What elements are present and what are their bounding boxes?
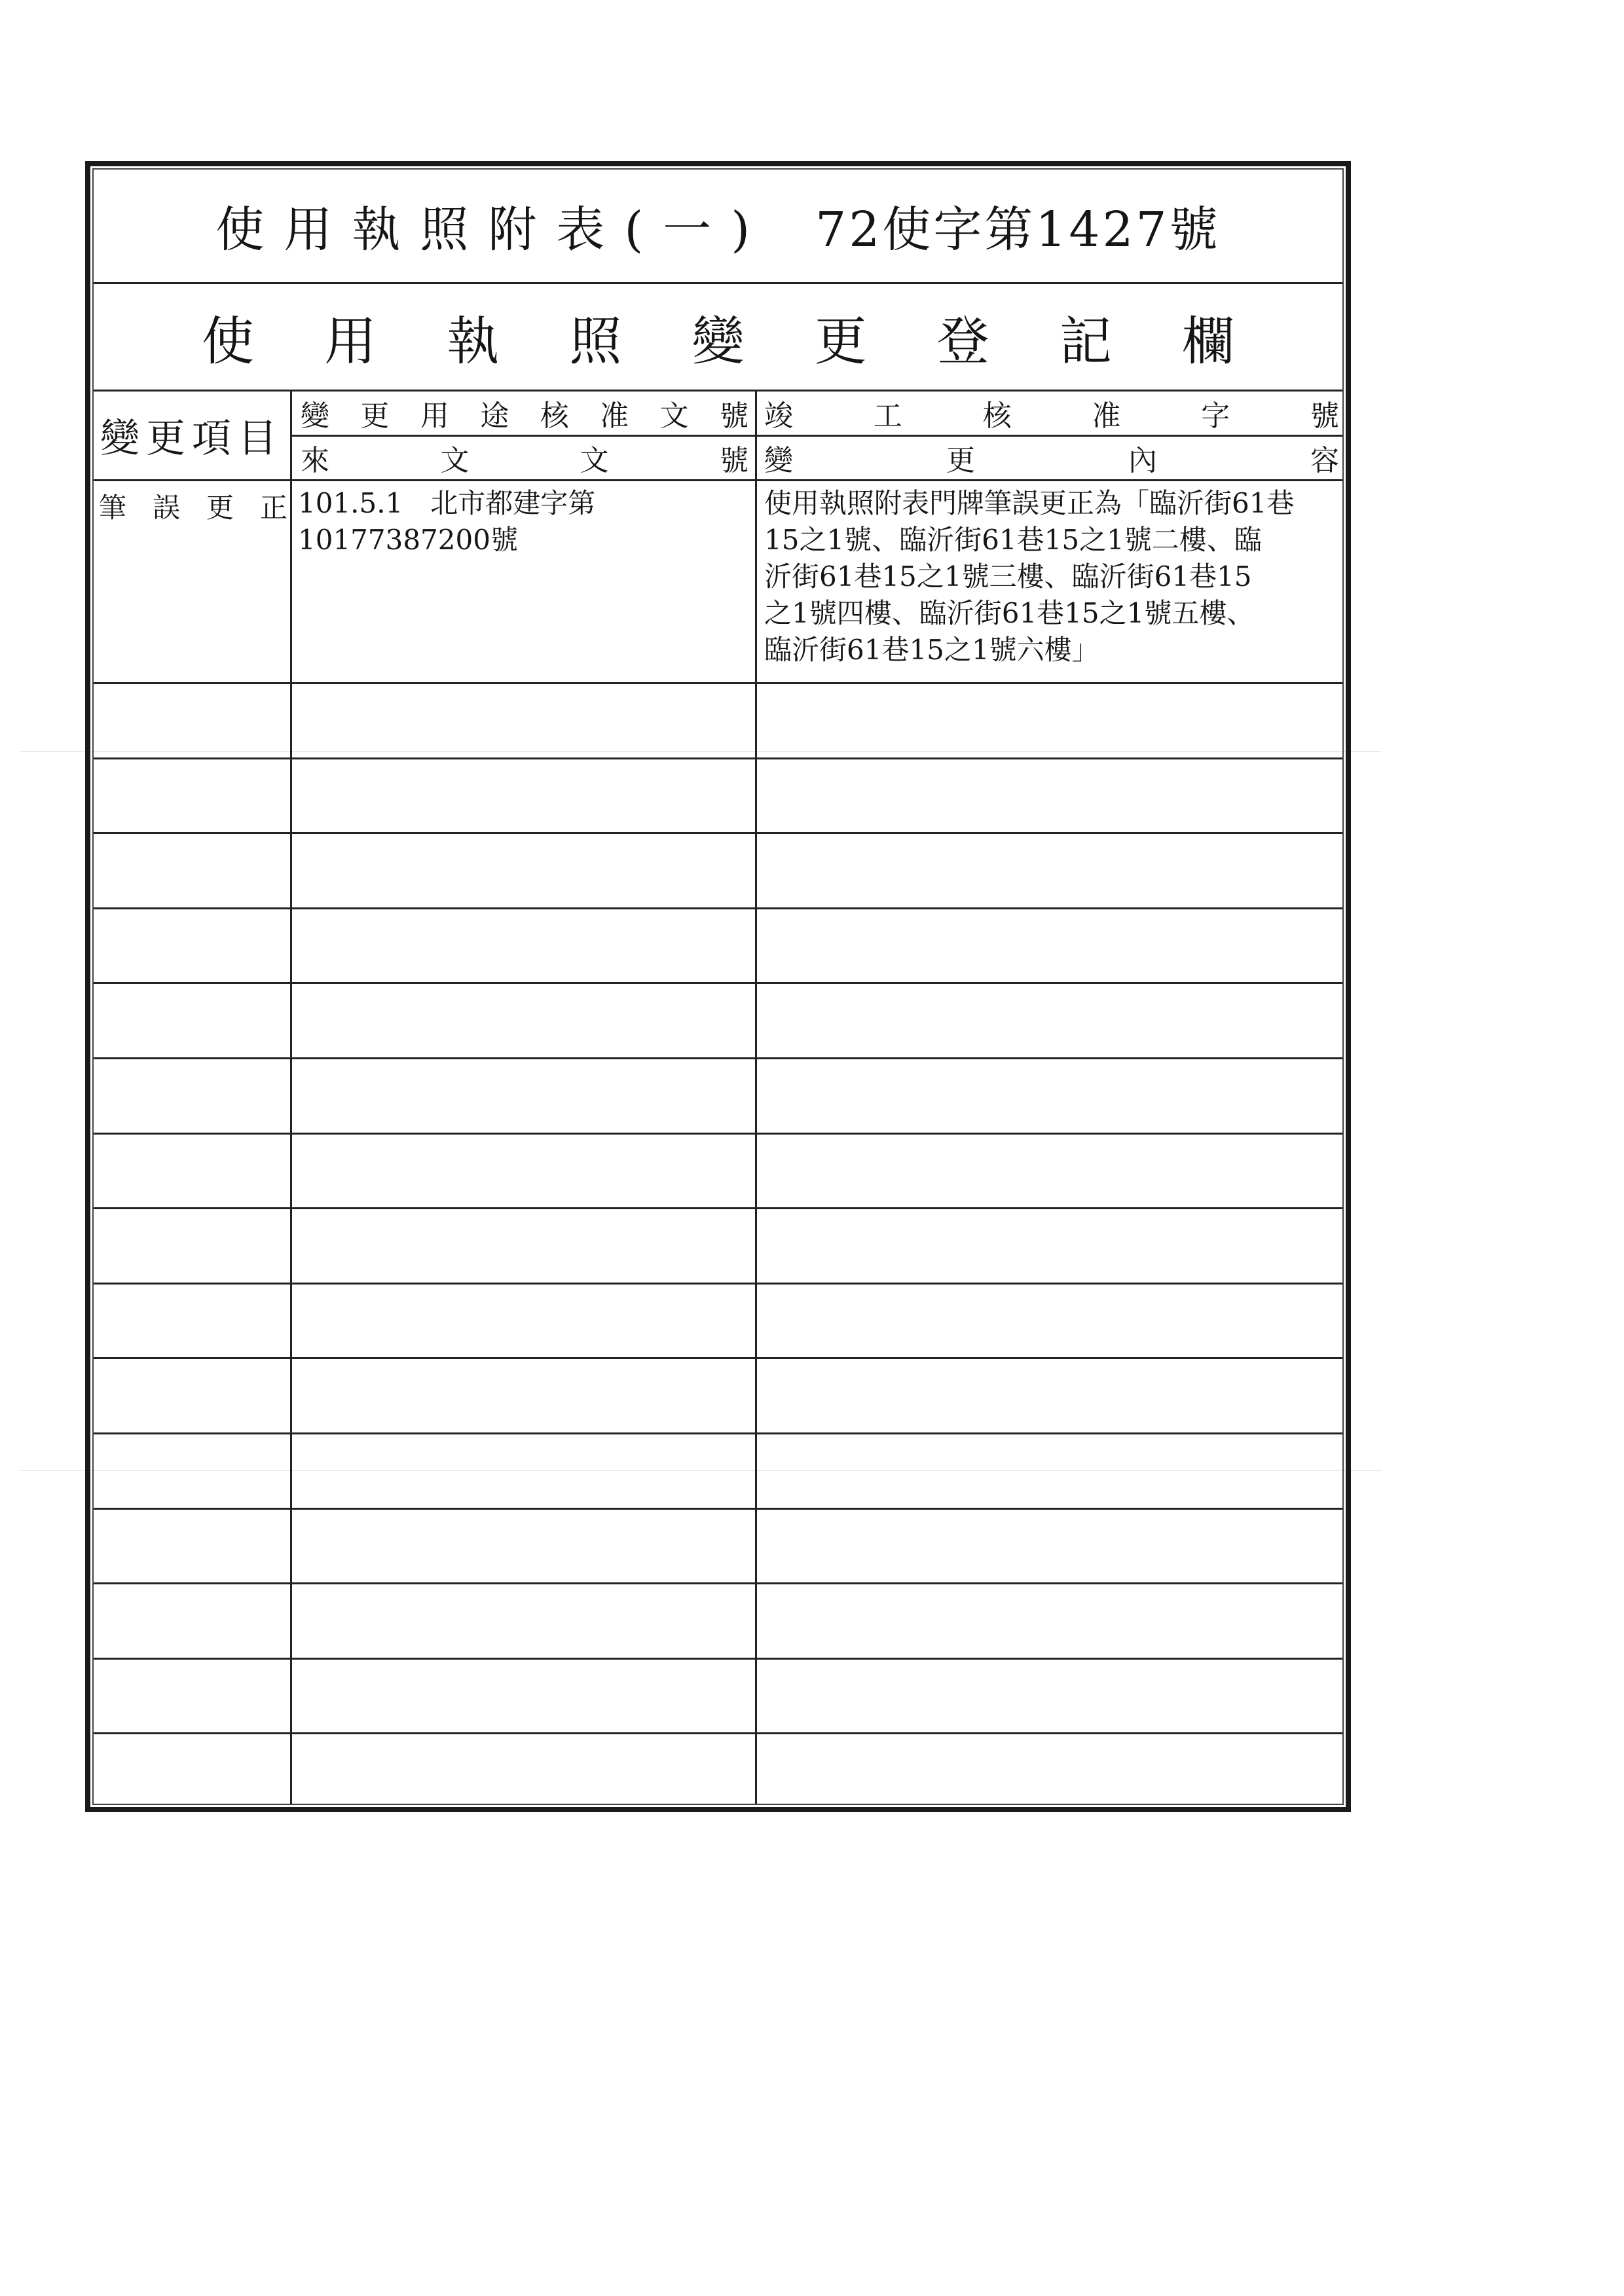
banner-char: 更 — [814, 310, 867, 372]
table-row-divider — [94, 1432, 1342, 1434]
header-char: 准 — [1092, 399, 1121, 433]
entry-item-char: 筆 — [99, 492, 127, 524]
registration-form — [92, 168, 1344, 1805]
column-divider — [755, 392, 757, 1804]
header-char: 核 — [540, 399, 569, 433]
header-char: 核 — [982, 399, 1012, 433]
header-char: 更 — [946, 444, 975, 477]
entry-item-char: 更 — [206, 492, 234, 524]
header-char: 來 — [301, 444, 329, 477]
header-char: 號 — [719, 399, 748, 433]
entry-item-char: 正 — [259, 492, 287, 524]
table-row-divider — [94, 1508, 1342, 1510]
banner-char: 照 — [569, 310, 622, 372]
table-row-divider — [94, 1207, 1342, 1209]
license-number: 72使字第1427號 — [815, 202, 1221, 258]
header-char: 更 — [360, 399, 390, 433]
table-row-divider — [94, 907, 1342, 909]
form-title-text: 使用執照附表(一) — [215, 202, 770, 258]
header-char: 文 — [440, 444, 470, 477]
entry-content-line: 之1號四樓、臨沂街61巷15之1號五樓、 — [764, 597, 1255, 629]
header-char: 准 — [600, 399, 629, 433]
header-char: 工 — [873, 399, 902, 433]
entry-item-char: 誤 — [152, 492, 180, 524]
column-divider — [290, 392, 292, 1804]
header-char: 文 — [659, 399, 689, 433]
header-char: 字 — [1201, 399, 1230, 433]
entry-change-content — [764, 485, 1347, 668]
entry-content-line: 15之1號、臨沂街61巷15之1號二樓、臨 — [764, 524, 1262, 556]
header-char: 號 — [719, 444, 748, 477]
table-row-divider — [94, 1658, 1342, 1660]
table-row-divider — [94, 1057, 1342, 1059]
form-title — [94, 170, 1342, 282]
banner-char: 欄 — [1182, 310, 1234, 372]
table-row-divider — [94, 682, 1342, 684]
header-char: 號 — [1310, 399, 1339, 433]
header-change-content — [759, 437, 1344, 479]
table-row-divider — [94, 982, 1342, 984]
header-char: 文 — [580, 444, 609, 477]
banner-char: 登 — [936, 310, 989, 372]
header-char: 竣 — [764, 399, 793, 433]
header-char: 變 — [301, 399, 329, 433]
form-banner — [94, 284, 1342, 389]
entry-content-line: 沂街61巷15之1號三樓、臨沂街61巷15 — [764, 560, 1252, 592]
table-row-divider — [94, 1582, 1342, 1584]
banner-char: 記 — [1059, 310, 1112, 372]
entry-doc-line: 10177387200號 — [298, 524, 518, 556]
header-char: 用 — [420, 399, 449, 433]
registration-form-frame — [85, 161, 1351, 1812]
banner-char: 執 — [447, 310, 500, 372]
banner-char: 用 — [324, 310, 377, 372]
table-row-divider — [94, 1283, 1342, 1285]
entry-content-line: 使用執照附表門牌筆誤更正為「臨沂街61巷 — [764, 487, 1295, 519]
banner-char: 變 — [692, 310, 745, 372]
divider — [292, 435, 1342, 437]
header-char: 容 — [1310, 444, 1339, 477]
table-row-divider — [94, 1357, 1342, 1359]
entry-content-line: 臨沂街61巷15之1號六樓」 — [764, 634, 1099, 666]
table-row-divider — [94, 1133, 1342, 1135]
header-completion-approval-no — [759, 392, 1344, 435]
table-row-divider — [94, 1732, 1342, 1734]
header-incoming-doc-no — [294, 437, 755, 479]
table-row-divider — [94, 757, 1342, 759]
entry-doc-number — [298, 485, 750, 558]
divider — [94, 479, 1342, 481]
entry-doc-line: 101.5.1 北市都建字第 — [298, 487, 596, 519]
entry-change-item — [99, 486, 287, 526]
banner-char: 使 — [202, 310, 254, 372]
header-approval-doc-no — [294, 392, 755, 435]
header-change-item: 變更項目 — [100, 416, 284, 462]
header-char: 途 — [480, 399, 509, 433]
header-char: 變 — [764, 444, 793, 477]
header-char: 內 — [1128, 444, 1157, 477]
table-row-divider — [94, 832, 1342, 834]
